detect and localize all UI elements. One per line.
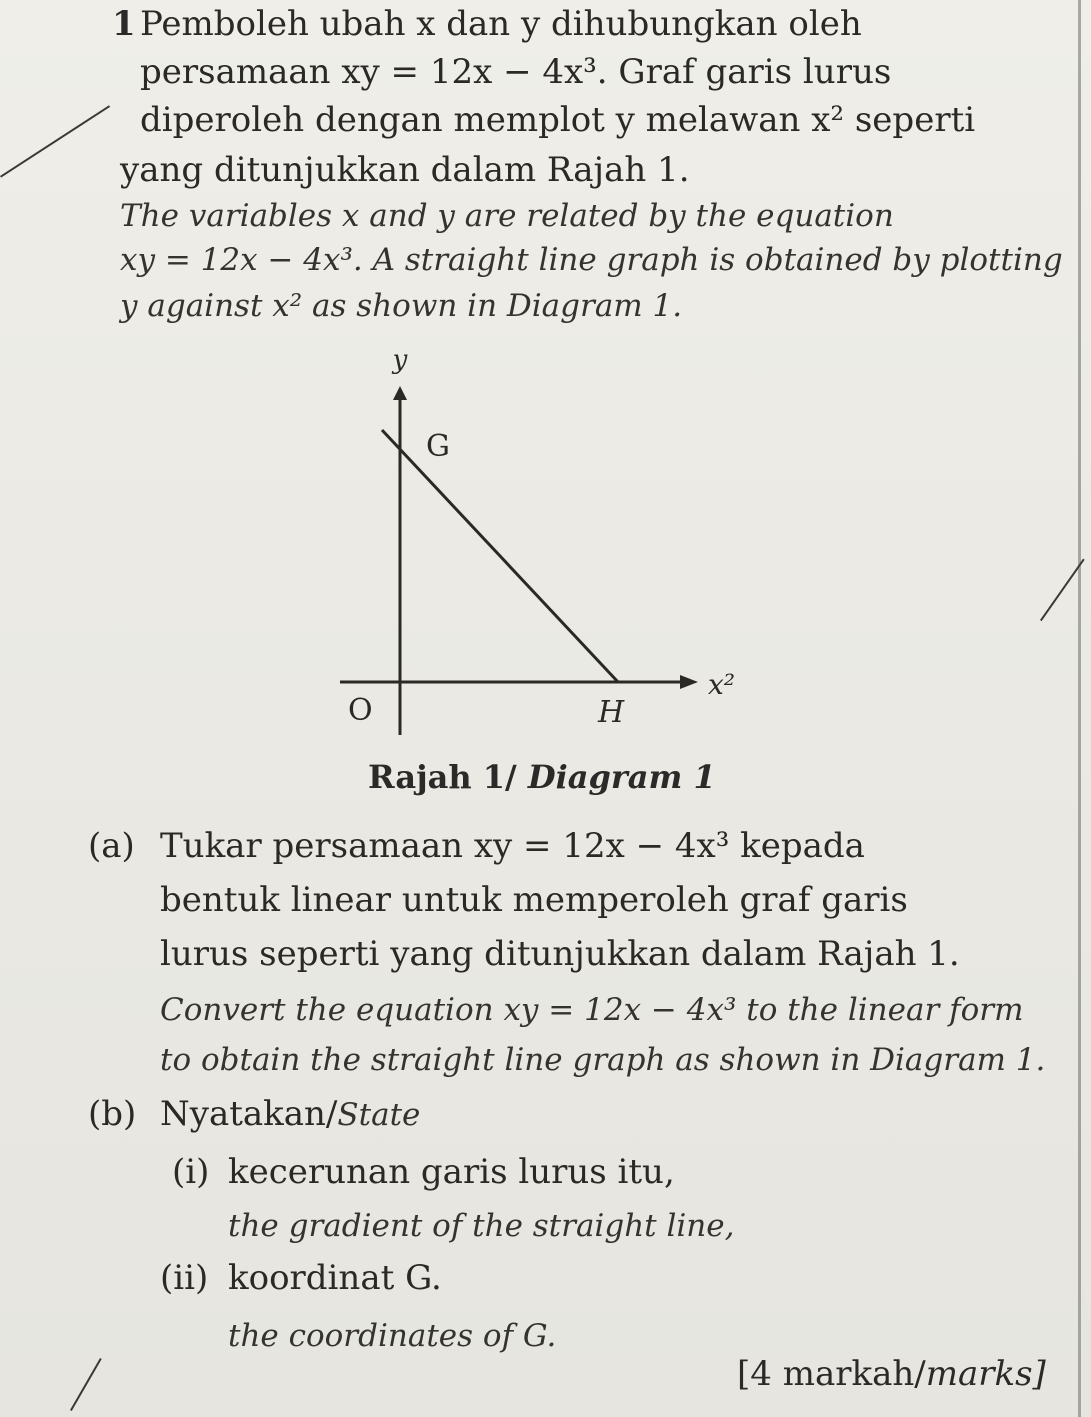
part-a-en-line-2: to obtain the straight line graph as shown in Diagram 1. (160, 1042, 1046, 1078)
diagram-caption (368, 758, 716, 796)
graph-svg (320, 340, 760, 740)
margin-stroke-bottom (70, 1358, 102, 1411)
intro-ms-line-4: yang ditunjukkan dalam Rajah 1. (120, 150, 690, 190)
intro-en-line-1: The variables x and y are related by the equation (120, 198, 894, 234)
intro-ms-line-3: diperoleh dengan memplot y melawan x² seperti (140, 100, 976, 140)
part-b-i-ms: kecerunan garis lurus itu, (228, 1152, 675, 1192)
intro-en-line-3: y against x² as shown in Diagram 1. (120, 288, 683, 324)
x-axis-label: x² (708, 668, 736, 701)
part-a-ms-line-2: bentuk linear untuk memperoleh graf garis (160, 880, 908, 920)
point-h-label: H (598, 695, 625, 730)
part-b-i-en: the gradient of the straight line, (228, 1208, 735, 1244)
marks-en: marks] (925, 1354, 1046, 1394)
part-a-ms-line-1: Tukar persamaan xy = 12x − 4x³ kepada (160, 826, 865, 866)
intro-ms-line-2: persamaan xy = 12x − 4x³. Graf garis lurus (140, 52, 892, 92)
part-b-heading (160, 1094, 420, 1135)
origin-label: O (348, 693, 373, 728)
part-b-heading-ms: Nyatakan/ (160, 1094, 338, 1134)
part-a-ms-line-3: lurus seperti yang ditunjukkan dalam Rajah 1. (160, 934, 960, 974)
x-axis-arrow (680, 675, 698, 689)
part-b-ii-ms: koordinat G. (228, 1258, 442, 1298)
diagram-1 (320, 340, 760, 740)
intro-en-line-2: xy = 12x − 4x³. A straight line graph is obtained by plotting (120, 242, 1063, 278)
caption-en: Diagram 1 (527, 758, 716, 796)
page-edge (1078, 0, 1081, 1417)
part-b-label: (b) (88, 1094, 137, 1134)
y-axis-label: y (392, 345, 408, 375)
intro-ms-line-1: Pemboleh ubah x dan y dihubungkan oleh (140, 4, 862, 44)
caption-ms: Rajah 1/ (368, 758, 517, 796)
part-a-label: (a) (88, 826, 135, 866)
part-b-heading-en: State (337, 1097, 421, 1133)
margin-stroke-left (0, 105, 110, 177)
point-g-label: G (426, 429, 450, 464)
marks-allocation (737, 1354, 1046, 1394)
part-b-ii-label: (ii) (160, 1258, 209, 1298)
y-axis-arrow (393, 386, 407, 400)
question-number: 1 (112, 4, 136, 44)
straight-line-gh (382, 430, 618, 682)
part-b-i-label: (i) (172, 1152, 210, 1192)
marks-ms: [4 markah/ (737, 1354, 926, 1394)
part-a-en-line-1: Convert the equation xy = 12x − 4x³ to the linear form (160, 992, 1024, 1028)
part-b-ii-en: the coordinates of G. (228, 1318, 557, 1354)
